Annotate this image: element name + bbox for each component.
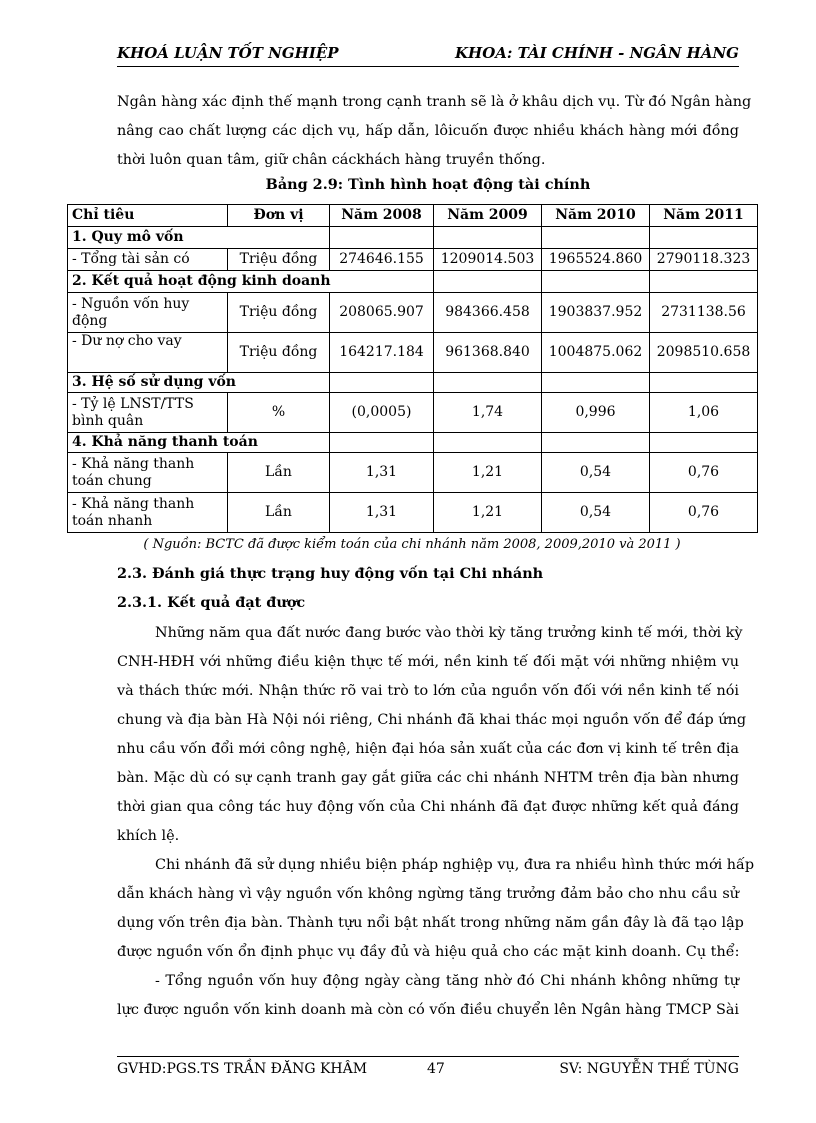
text-line: chung và địa bàn Hà Nội nói riêng, Chi nhánh đã khai thác mọi nguồn vốn để đáp ứng <box>117 712 747 728</box>
row-unit: Triệu đồng <box>228 249 330 271</box>
section-row <box>68 433 758 453</box>
paragraph-2 <box>117 851 755 967</box>
cell-value: 1,21 <box>434 453 542 493</box>
row-unit: Lần <box>228 493 330 533</box>
table-row <box>68 493 758 533</box>
row-unit: % <box>228 393 330 433</box>
cell-value: 1,31 <box>330 493 434 533</box>
cell-value: 0,54 <box>542 453 650 493</box>
cell-value: 274646.155 <box>330 249 434 271</box>
text-line: dụng vốn trên địa bàn. Thành tựu nổi bật nhất trong những năm gần đây là đã tạo lập <box>117 915 744 931</box>
section-title: 2. Kết quả hoạt động kinh doanh <box>68 271 434 293</box>
cell-value: 1965524.860 <box>542 249 650 271</box>
text-line: và thách thức mới. Nhận thức rõ vai trò to lớn của nguồn vốn đối với nền kinh tế nói <box>117 683 739 699</box>
row-label: - Dư nợ cho vay <box>68 333 228 373</box>
text-line: - Tổng nguồn vốn huy động ngày càng tăng nhờ đó Chi nhánh không những tự <box>155 973 739 989</box>
col-header: Đơn vị <box>228 205 330 227</box>
section-row <box>68 373 758 393</box>
col-header: Năm 2011 <box>650 205 758 227</box>
intro-paragraph <box>117 88 752 175</box>
row-unit: Triệu đồng <box>228 293 330 333</box>
col-header: Năm 2010 <box>542 205 650 227</box>
cell-value: 0,996 <box>542 393 650 433</box>
section-heading: 2.3. Đánh giá thực trạng huy động vốn tại Chi nhánh <box>117 565 544 582</box>
text-line: thời luôn quan tâm, giữ chân cáckhách hàng truyền thống. <box>117 152 546 168</box>
cell-value: 1,21 <box>434 493 542 533</box>
text-line: CNH-HĐH với những điều kiện thực tế mới, nền kinh tế đối mặt với những nhiệm vụ <box>117 654 739 670</box>
financial-table <box>67 204 758 533</box>
table-row <box>68 453 758 493</box>
text-line: khích lệ. <box>117 828 180 844</box>
col-header: Năm 2009 <box>434 205 542 227</box>
cell-value: 164217.184 <box>330 333 434 373</box>
cell-value: 2731138.56 <box>650 293 758 333</box>
footer-supervisor: GVHD:PGS.TS TRẦN ĐĂNG KHÂM <box>117 1061 368 1077</box>
table-source-note: ( Nguồn: BCTC đã được kiểm toán của chi nhánh năm 2008, 2009,2010 và 2011 ) <box>143 537 681 552</box>
paragraph-3 <box>117 967 739 1025</box>
cell-value: 1903837.952 <box>542 293 650 333</box>
section-title: 1. Quy mô vốn <box>68 227 330 249</box>
row-label: - Tổng tài sản có <box>68 249 228 271</box>
header-right: KHOA: TÀI CHÍNH - NGÂN HÀNG <box>455 44 739 62</box>
subsection-heading: 2.3.1. Kết quả đạt được <box>117 594 306 611</box>
cell-value: 0,76 <box>650 453 758 493</box>
text-line: Những năm qua đất nước đang bước vào thời kỳ tăng trưởng kinh tế mới, thời kỳ <box>155 625 743 641</box>
table-caption: Bảng 2.9: Tình hình hoạt động tài chính <box>265 176 591 193</box>
footer-student: SV: NGUYỄN THẾ TÙNG <box>559 1061 739 1077</box>
row-unit: Triệu đồng <box>228 333 330 373</box>
cell-value: 1,31 <box>330 453 434 493</box>
cell-value: 0,54 <box>542 493 650 533</box>
text-line: lực được nguồn vốn kinh doanh mà còn có vốn điều chuyển lên Ngân hàng TMCP Sài <box>117 1002 739 1018</box>
header-left: KHOÁ LUẬN TỐT NGHIỆP <box>117 44 339 62</box>
col-header: Năm 2008 <box>330 205 434 227</box>
cell-value: 1004875.062 <box>542 333 650 373</box>
row-unit: Lần <box>228 453 330 493</box>
text-line: nhu cầu vốn đổi mới công nghệ, hiện đại hóa sản xuất của các đơn vị kinh tế trên địa <box>117 741 739 757</box>
text-line: thời gian qua công tác huy động vốn của Chi nhánh đã đạt được những kết quả đáng <box>117 799 739 815</box>
text-line: được nguồn vốn ổn định phục vụ đầy đủ và hiệu quả cho các mặt kinh doanh. Cụ thể: <box>117 944 740 960</box>
text-line: nâng cao chất lượng các dịch vụ, hấp dẫn, lôicuốn được nhiều khách hàng mới đồng <box>117 123 739 139</box>
row-label: - Tỷ lệ LNST/TTS bình quân <box>68 393 228 433</box>
section-title: 4. Khả năng thanh toán <box>68 433 330 453</box>
table-row <box>68 393 758 433</box>
cell-value: 961368.840 <box>434 333 542 373</box>
table-row <box>68 249 758 271</box>
section-row <box>68 227 758 249</box>
page-number: 47 <box>427 1061 445 1077</box>
text-line: Chi nhánh đã sử dụng nhiều biện pháp nghiệp vụ, đưa ra nhiều hình thức mới hấp <box>155 857 755 873</box>
row-label: - Nguồn vốn huy động <box>68 293 228 333</box>
page-footer <box>117 1056 739 1079</box>
cell-value: 2098510.658 <box>650 333 758 373</box>
cell-value: 208065.907 <box>330 293 434 333</box>
section-title: 3. Hệ số sử dụng vốn <box>68 373 330 393</box>
page-header <box>117 44 739 67</box>
table-row <box>68 293 758 333</box>
cell-value: 984366.458 <box>434 293 542 333</box>
row-label: - Khả năng thanh toán chung <box>68 453 228 493</box>
cell-value: 0,76 <box>650 493 758 533</box>
cell-value: (0,0005) <box>330 393 434 433</box>
text-line: bàn. Mặc dù có sự cạnh tranh gay gắt giữa các chi nhánh NHTM trên địa bàn nhưng <box>117 770 739 786</box>
row-label: - Khả năng thanh toán nhanh <box>68 493 228 533</box>
table-header-row <box>68 205 758 227</box>
cell-value: 1209014.503 <box>434 249 542 271</box>
cell-value: 1,06 <box>650 393 758 433</box>
col-header: Chỉ tiêu <box>68 205 228 227</box>
cell-value: 1,74 <box>434 393 542 433</box>
text-line: dẫn khách hàng vì vậy nguồn vốn không ngừng tăng trưởng đảm bảo cho nhu cầu sử <box>117 886 739 902</box>
paragraph-1 <box>117 619 747 851</box>
section-row <box>68 271 758 293</box>
text-line: Ngân hàng xác định thế mạnh trong cạnh tranh sẽ là ở khâu dịch vụ. Từ đó Ngân hàng <box>117 94 752 110</box>
cell-value: 2790118.323 <box>650 249 758 271</box>
table-row <box>68 333 758 373</box>
